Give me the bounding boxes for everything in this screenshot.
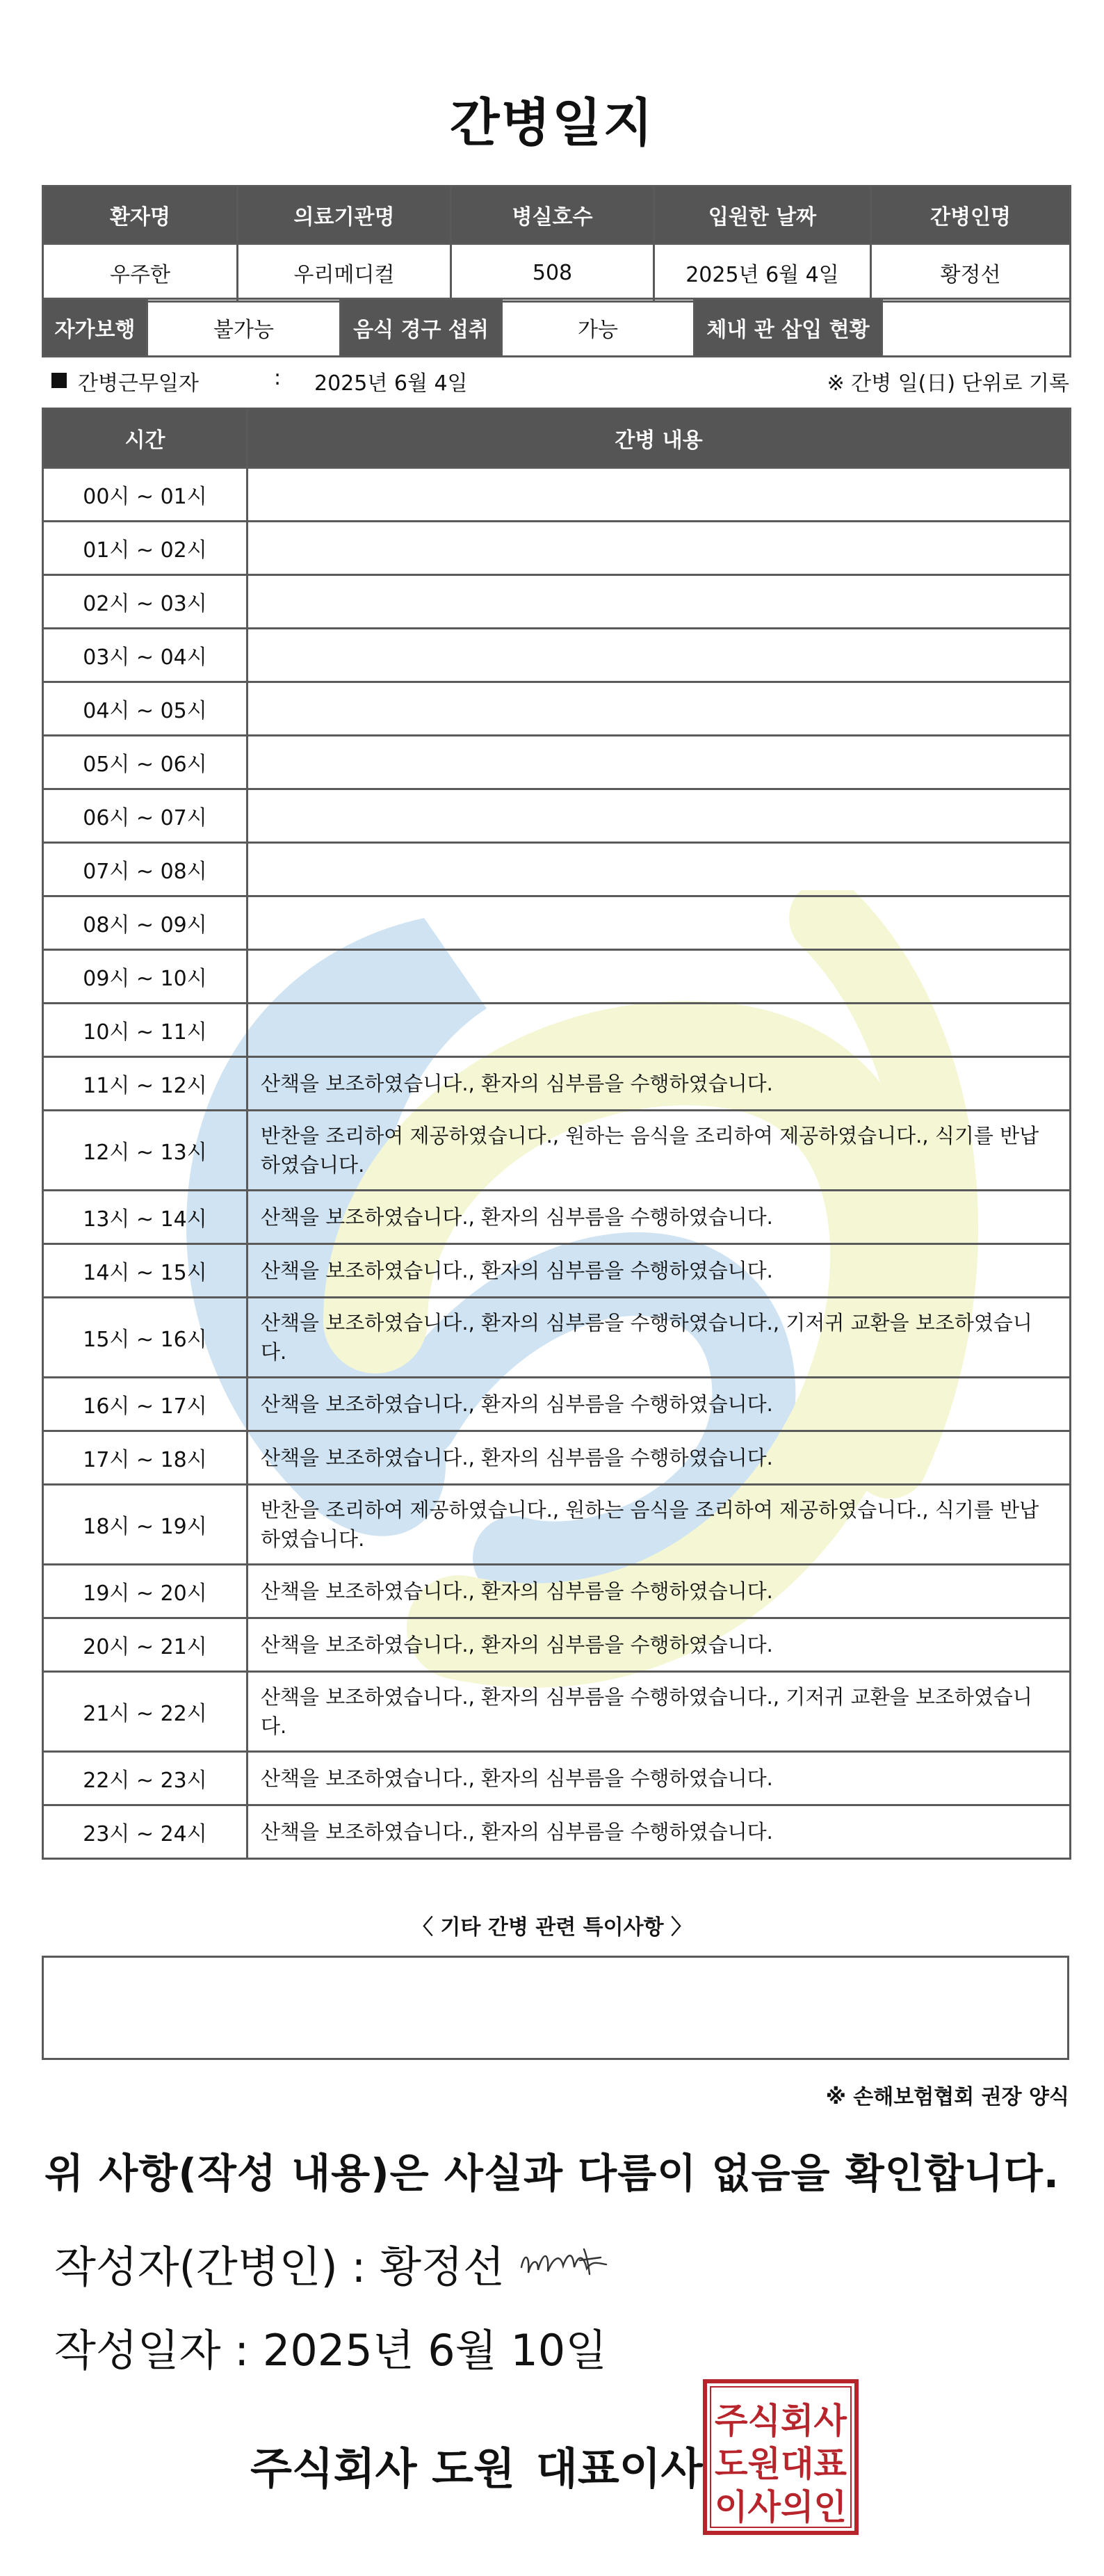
care-log-content bbox=[247, 682, 1071, 736]
patient-name-value: 우주한 bbox=[43, 244, 238, 302]
work-date-colon: : bbox=[274, 366, 282, 390]
care-log-time: 17시 ~ 18시 bbox=[43, 1431, 247, 1485]
care-log-content: 반찬을 조리하여 제공하였습니다., 원하는 음식을 조리하여 제공하였습니다., 식기를 반납하였습니다. bbox=[247, 1485, 1071, 1565]
signature-mark bbox=[514, 2232, 626, 2288]
work-date-value: 2025년 6월 4일 bbox=[314, 371, 468, 396]
care-log-table bbox=[42, 408, 1071, 1860]
patient-info-value-row bbox=[43, 244, 1071, 302]
care-log-row bbox=[43, 1805, 1071, 1859]
oral-intake-value: 가능 bbox=[502, 299, 695, 357]
hospital-name-header: 의료기관명 bbox=[238, 186, 451, 244]
confirmation-statement: 위 사항(작성 내용)은 사실과 다름이 없음을 확인합니다. bbox=[44, 2150, 1060, 2197]
written-date-line bbox=[54, 2316, 607, 2378]
care-log-body bbox=[43, 468, 1071, 1859]
care-log-time: 05시 ~ 06시 bbox=[43, 736, 247, 789]
admission-date-header: 입원한 날짜 bbox=[654, 186, 871, 244]
association-note: ※ 손해보험협회 권장 양식 bbox=[825, 2085, 1069, 2109]
care-log-time: 04시 ~ 05시 bbox=[43, 682, 247, 736]
care-log-time: 23시 ~ 24시 bbox=[43, 1805, 247, 1859]
content-header: 간병 내용 bbox=[247, 409, 1071, 468]
square-bullet-icon bbox=[51, 373, 67, 388]
care-log-time: 01시 ~ 02시 bbox=[43, 522, 247, 575]
special-notes-title: 〈 기타 간병 관련 특이사항 〉 bbox=[412, 1915, 692, 1940]
care-log-content bbox=[247, 522, 1071, 575]
care-log-row bbox=[43, 843, 1071, 896]
care-log-time: 09시 ~ 10시 bbox=[43, 950, 247, 1004]
care-log-time: 22시 ~ 23시 bbox=[43, 1752, 247, 1805]
care-log-row bbox=[43, 1618, 1071, 1672]
care-log-row bbox=[43, 736, 1071, 789]
care-log-content bbox=[247, 843, 1071, 896]
care-log-content: 산책을 보조하였습니다., 환자의 심부름을 수행하였습니다. bbox=[247, 1752, 1071, 1805]
care-log-row bbox=[43, 1298, 1071, 1378]
page-title: 간병일지 bbox=[450, 93, 654, 153]
patient-info-header-row bbox=[43, 186, 1071, 244]
care-log-row bbox=[43, 1485, 1071, 1565]
care-log-row bbox=[43, 682, 1071, 736]
care-log-time: 00시 ~ 01시 bbox=[43, 468, 247, 522]
care-log-content bbox=[247, 575, 1071, 629]
care-log-time: 12시 ~ 13시 bbox=[43, 1111, 247, 1191]
care-log-content bbox=[247, 1004, 1071, 1057]
care-log-content: 산책을 보조하였습니다., 환자의 심부름을 수행하였습니다. bbox=[247, 1378, 1071, 1431]
care-log-row bbox=[43, 1431, 1071, 1485]
special-notes-content bbox=[44, 1958, 1067, 1980]
care-log-row bbox=[43, 629, 1071, 682]
seal-line-1: 주식회사 bbox=[715, 2401, 847, 2441]
care-log-time: 14시 ~ 15시 bbox=[43, 1244, 247, 1298]
care-log-content bbox=[247, 736, 1071, 789]
oral-intake-label: 음식 경구 섭취 bbox=[341, 299, 502, 357]
care-log-time: 08시 ~ 09시 bbox=[43, 896, 247, 950]
care-log-time: 03시 ~ 04시 bbox=[43, 629, 247, 682]
care-log-time: 13시 ~ 14시 bbox=[43, 1191, 247, 1244]
care-log-content: 산책을 보조하였습니다., 환자의 심부름을 수행하였습니다., 기저귀 교환을 보조하였습니다. bbox=[247, 1298, 1071, 1378]
written-date-value: 2025년 6월 10일 bbox=[262, 2325, 608, 2376]
care-log-time: 11시 ~ 12시 bbox=[43, 1057, 247, 1111]
care-log-time: 06시 ~ 07시 bbox=[43, 789, 247, 843]
care-log-time: 21시 ~ 22시 bbox=[43, 1672, 247, 1752]
care-log-content: 산책을 보조하였습니다., 환자의 심부름을 수행하였습니다. bbox=[247, 1618, 1071, 1672]
care-log-content: 반찬을 조리하여 제공하였습니다., 원하는 음식을 조리하여 제공하였습니다., 식기를 반납하였습니다. bbox=[247, 1111, 1071, 1191]
care-log-content bbox=[247, 468, 1071, 522]
care-log-row bbox=[43, 468, 1071, 522]
care-log-content: 산책을 보조하였습니다., 환자의 심부름을 수행하였습니다. bbox=[247, 1191, 1071, 1244]
writer-colon: : bbox=[351, 2241, 366, 2292]
care-log-time: 15시 ~ 16시 bbox=[43, 1298, 247, 1378]
company-title: 대표이사 bbox=[535, 2443, 703, 2494]
care-log-row bbox=[43, 1057, 1071, 1111]
room-number-value: 508 bbox=[451, 244, 654, 302]
writer-name: 황정선 bbox=[380, 2241, 505, 2292]
written-date-colon: : bbox=[234, 2325, 250, 2376]
care-log-row bbox=[43, 1004, 1071, 1057]
care-log-row bbox=[43, 1378, 1071, 1431]
work-date-label: 간병근무일자 bbox=[78, 371, 199, 396]
care-log-content bbox=[247, 629, 1071, 682]
patient-name-header: 환자명 bbox=[43, 186, 238, 244]
care-log-content bbox=[247, 950, 1071, 1004]
seal-line-2: 도원대표 bbox=[715, 2444, 847, 2484]
writer-line bbox=[54, 2232, 505, 2294]
care-log-row bbox=[43, 1752, 1071, 1805]
status-info-table bbox=[42, 298, 1071, 357]
care-log-row bbox=[43, 950, 1071, 1004]
care-log-time: 02시 ~ 03시 bbox=[43, 575, 247, 629]
admission-date-value: 2025년 6월 4일 bbox=[654, 244, 871, 302]
care-log-content: 산책을 보조하였습니다., 환자의 심부름을 수행하였습니다. bbox=[247, 1244, 1071, 1298]
care-log-row bbox=[43, 575, 1071, 629]
care-log-time: 19시 ~ 20시 bbox=[43, 1565, 247, 1618]
care-log-header-row bbox=[43, 409, 1071, 468]
room-number-header: 병실호수 bbox=[451, 186, 654, 244]
care-log-row bbox=[43, 1244, 1071, 1298]
seal-line-3: 이사의인 bbox=[715, 2487, 847, 2527]
care-log-row bbox=[43, 522, 1071, 575]
care-log-time: 20시 ~ 21시 bbox=[43, 1618, 247, 1672]
work-date-line bbox=[51, 366, 1069, 401]
self-care-value: 불가능 bbox=[147, 299, 341, 357]
care-log-row bbox=[43, 789, 1071, 843]
care-log-time: 07시 ~ 08시 bbox=[43, 843, 247, 896]
care-log-time: 16시 ~ 17시 bbox=[43, 1378, 247, 1431]
care-log-time: 10시 ~ 11시 bbox=[43, 1004, 247, 1057]
care-log-content: 산책을 보조하였습니다., 환자의 심부름을 수행하였습니다. bbox=[247, 1431, 1071, 1485]
care-log-content: 산책을 보조하였습니다., 환자의 심부름을 수행하였습니다., 기저귀 교환을 보조하였습니다. bbox=[247, 1672, 1071, 1752]
written-date-label: 작성일자 bbox=[54, 2325, 221, 2376]
special-notes-box bbox=[42, 1956, 1069, 2060]
status-info-row bbox=[43, 299, 1071, 357]
self-care-label: 자가보행 bbox=[43, 299, 147, 357]
care-log-content bbox=[247, 789, 1071, 843]
care-log-content: 산책을 보조하였습니다., 환자의 심부름을 수행하였습니다. bbox=[247, 1805, 1071, 1859]
writer-label: 작성자(간병인) bbox=[54, 2241, 338, 2292]
care-log-content: 산책을 보조하였습니다., 환자의 심부름을 수행하였습니다. bbox=[247, 1057, 1071, 1111]
company-line bbox=[250, 2434, 703, 2496]
company-name: 주식회사 도원 bbox=[250, 2443, 515, 2494]
care-log-content bbox=[247, 896, 1071, 950]
insertion-label: 체내 관 삽입 현황 bbox=[695, 299, 882, 357]
care-log-time: 18시 ~ 19시 bbox=[43, 1485, 247, 1565]
patient-info-table bbox=[42, 185, 1071, 303]
care-log-row bbox=[43, 1191, 1071, 1244]
work-date-note: ※ 간병 일(日) 단위로 기록 bbox=[827, 371, 1069, 396]
care-log-content: 산책을 보조하였습니다., 환자의 심부름을 수행하였습니다. bbox=[247, 1565, 1071, 1618]
hospital-name-value: 우리메디컬 bbox=[238, 244, 451, 302]
care-log-row bbox=[43, 896, 1071, 950]
insertion-value bbox=[882, 299, 1071, 357]
care-log-row bbox=[43, 1672, 1071, 1752]
company-seal bbox=[702, 2378, 859, 2536]
caregiver-name-value: 황정선 bbox=[871, 244, 1071, 302]
time-header: 시간 bbox=[43, 409, 247, 468]
care-log-row bbox=[43, 1565, 1071, 1618]
care-log-row bbox=[43, 1111, 1071, 1191]
caregiver-name-header: 간병인명 bbox=[871, 186, 1071, 244]
